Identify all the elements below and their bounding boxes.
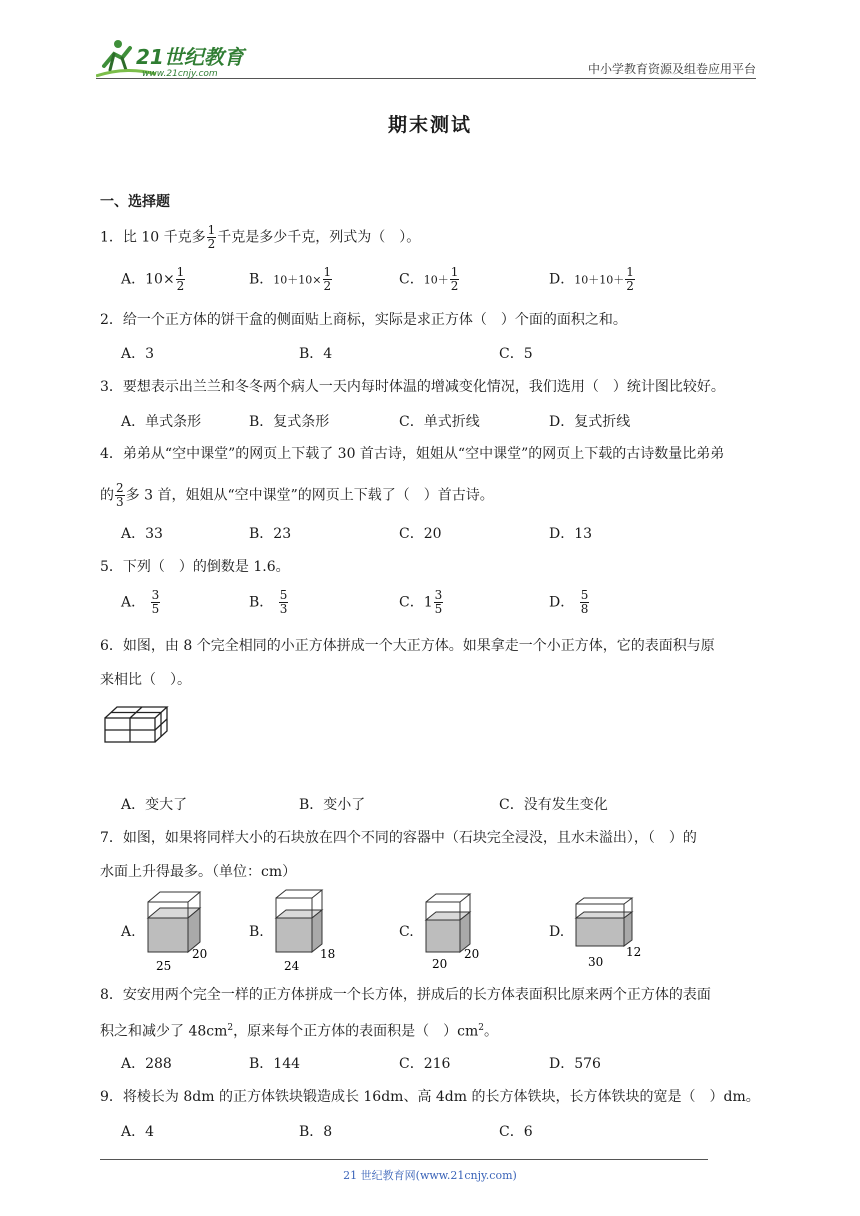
q7-container-c	[418, 888, 490, 972]
question-1: 1．比 10 千克多 $\frac{1}{2}$ 千克是多少千克，列式为（ ）。	[100, 223, 421, 251]
q3-option-a[interactable]: A．单式条形	[121, 414, 202, 430]
logo-text: 21世纪教育	[136, 45, 244, 69]
question-5: 5．下列（ ）的倒数是 1.6。	[100, 559, 290, 575]
footer-link[interactable]: 21 世纪教育网(www.21cnjy.com)	[343, 1169, 517, 1182]
q6-option-c[interactable]: C．没有发生变化	[499, 797, 608, 813]
q1-option-d[interactable]: D．10＋10＋ $\frac{1}{2}$	[549, 265, 634, 293]
question-9: 9．将棱长为 8dm 的正方体铁块锻造成长 16dm、高 4dm 的长方体铁块，长方体铁块的宽是（ ）dm。	[100, 1089, 760, 1105]
q4-option-c[interactable]: C．20	[399, 526, 442, 542]
q5-option-d[interactable]: D． $\frac{5}{8}$	[549, 588, 589, 616]
q8-option-b[interactable]: B．144	[249, 1056, 301, 1072]
q7-container-a	[140, 888, 212, 972]
q1-option-c[interactable]: C．10＋ $\frac{1}{2}$	[399, 265, 459, 293]
question-6-line-2: 来相比（ ）。	[100, 672, 191, 688]
question-8-line-1: 8．安安用两个完全一样的正方体拼成一个长方体，拼成后的长方体表面积比原来两个正方体的表面	[100, 987, 711, 1003]
question-7-line-1: 7．如图，如果将同样大小的石块放在四个不同的容器中（石块完全浸没，且水未溢出），（ ）的	[100, 830, 697, 846]
q4-option-a[interactable]: A．33	[121, 526, 163, 542]
q7a-depth-label: 20	[192, 947, 208, 961]
q4-option-b[interactable]: B．23	[249, 526, 292, 542]
q8-option-a[interactable]: A．288	[121, 1056, 172, 1072]
q7-container-d	[568, 890, 648, 970]
q8-option-d[interactable]: D．576	[549, 1056, 601, 1072]
question-4-line-2: 的 $\frac{2}{3}$ 多 3 首，姐姐从“空中课堂”的网页上下载了（ ）首古诗。	[100, 481, 494, 509]
q3-option-b[interactable]: B．复式条形	[249, 414, 330, 430]
q7d-width-label: 30	[588, 955, 604, 969]
section-heading: 一、选择题	[100, 194, 170, 210]
q1-option-b[interactable]: B．10＋10× $\frac{1}{2}$	[249, 265, 332, 293]
question-8-line-2: 积之和减少了 $48cm^2$，原来每个正方体的表面积是（ ）$cm^2$。	[100, 1023, 498, 1040]
question-3: 3．要想表示出兰兰和冬冬两个病人一天内每时体温的增减变化情况，我们选用（ ）统计图比较好。	[100, 379, 725, 395]
q7b-depth-label: 18	[320, 947, 336, 961]
q7-container-b	[268, 884, 340, 972]
q9-option-b[interactable]: B．8	[299, 1124, 333, 1140]
q6-option-b[interactable]: B．变小了	[299, 797, 366, 813]
question-7-line-2: 水面上升得最多。（单位：cm）	[100, 864, 297, 880]
q6-option-a[interactable]: A．变大了	[121, 797, 188, 813]
q7c-depth-label: 20	[464, 947, 480, 961]
q8-option-c[interactable]: C．216	[399, 1056, 451, 1072]
q7d-depth-label: 12	[626, 945, 642, 959]
question-2: 2．给一个正方体的饼干盒的侧面贴上商标，实际是求正方体（ ）个面的面积之和。	[100, 312, 627, 328]
q5-option-b[interactable]: B． $\frac{5}{3}$	[249, 588, 288, 616]
logo-url: www.21cnjy.com	[142, 69, 218, 79]
q7-option-b[interactable]: B.	[249, 924, 264, 940]
footer-divider	[100, 1159, 708, 1160]
cube-figure	[102, 704, 172, 744]
header-divider	[96, 78, 756, 79]
q2-option-b[interactable]: B．4	[299, 346, 333, 362]
q5-option-c[interactable]: C．1 $\frac{3}{5}$	[399, 588, 443, 616]
q9-option-c[interactable]: C．6	[499, 1124, 533, 1140]
q5-option-a[interactable]: A． $\frac{3}{5}$	[121, 588, 160, 616]
q7-option-c[interactable]: C.	[399, 924, 414, 940]
question-6-line-1: 6．如图，由 8 个完全相同的小正方体拼成一个大正方体。如果拿走一个小正方体，它的表面积与原	[100, 638, 715, 654]
q2-option-a[interactable]: A．3	[121, 346, 155, 362]
fraction: $\frac{1}{2}$	[207, 223, 216, 251]
q7-option-d[interactable]: D.	[549, 924, 565, 940]
question-4-line-1: 4．弟弟从“空中课堂”的网页上下载了 30 首古诗，姐姐从“空中课堂”的网页上下载的古诗数量比弟弟	[100, 446, 725, 462]
q3-option-c[interactable]: C．单式折线	[399, 414, 480, 430]
q7c-width-label: 20	[432, 957, 448, 971]
q7b-width-label: 24	[284, 959, 300, 972]
q9-option-a[interactable]: A．4	[121, 1124, 155, 1140]
q7-option-a[interactable]: A.	[121, 924, 136, 940]
site-logo	[96, 36, 266, 80]
q2-option-c[interactable]: C．5	[499, 346, 533, 362]
q7a-width-label: 25	[156, 959, 172, 972]
q1-option-a[interactable]: A．10× $\frac{1}{2}$	[121, 265, 185, 293]
platform-name: 中小学教育资源及组卷应用平台	[587, 62, 756, 76]
q3-option-d[interactable]: D．复式折线	[549, 414, 631, 430]
page-title: 期末测试	[387, 114, 472, 136]
q4-option-d[interactable]: D．13	[549, 526, 593, 542]
